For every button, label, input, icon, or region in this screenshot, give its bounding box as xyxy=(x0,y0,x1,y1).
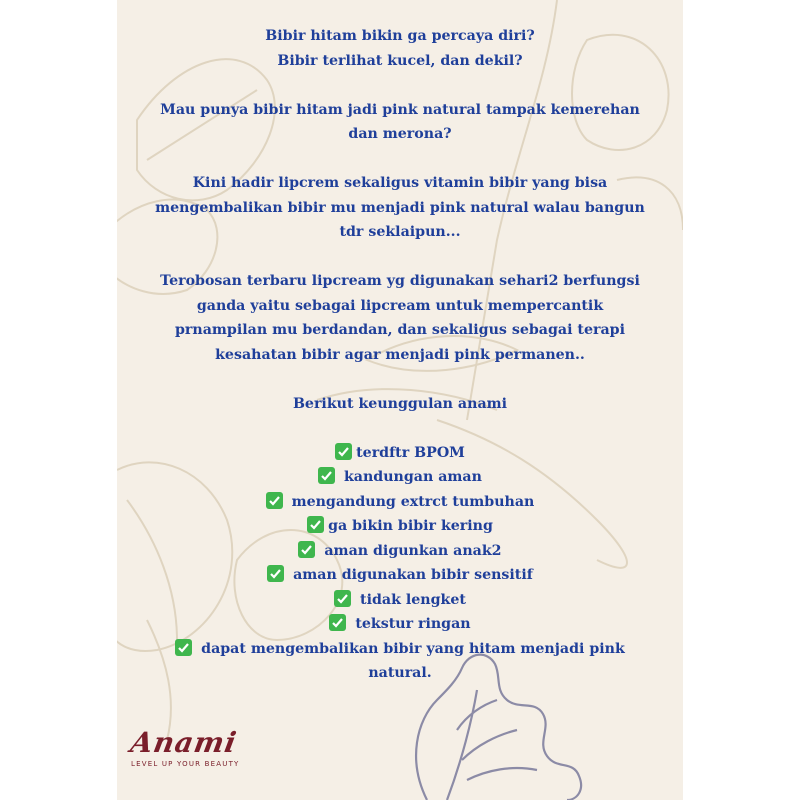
benefit-item xyxy=(117,563,683,588)
check-mark-icon xyxy=(335,443,352,460)
product-paragraph xyxy=(117,171,683,245)
benefit-item xyxy=(117,465,683,490)
benefit-text: terdftr BPOM xyxy=(356,444,465,461)
benefit-item xyxy=(117,490,683,515)
text-content xyxy=(117,24,683,686)
poster xyxy=(117,0,683,800)
check-mark-icon xyxy=(307,516,324,533)
check-mark-icon xyxy=(267,565,284,582)
innovation-line-3: prnampilan mu berdandan, dan sekaligus sebagai terapi xyxy=(175,322,625,338)
intro-line-2: Bibir terlihat kucel, dan dekil? xyxy=(277,52,523,69)
innovation-line-4: kesahatan bibir agar menjadi pink permanen.. xyxy=(215,346,585,363)
benefit-text: tidak lengket xyxy=(355,591,466,608)
question-paragraph xyxy=(117,98,683,147)
brand-name: Anami xyxy=(128,726,240,759)
check-mark-icon xyxy=(175,639,192,656)
benefit-text: aman digunkan anak2 xyxy=(319,542,502,559)
benefits-heading: Berikut keunggulan anami xyxy=(292,395,508,412)
brand-tagline: LEVEL UP YOUR BEAUTY xyxy=(131,760,240,768)
innovation-line-1: Terobosan terbaru lipcream yg digunakan sehari2 berfungsi xyxy=(160,273,640,289)
check-mark-icon xyxy=(318,467,335,484)
benefit-item xyxy=(117,612,683,637)
benefits-list xyxy=(117,441,683,686)
check-mark-icon xyxy=(298,541,315,558)
innovation-line-2: ganda yaitu sebagai lipcream untuk mempercantik xyxy=(196,297,604,314)
benefit-item xyxy=(117,441,683,466)
benefit-text-continued: natural. xyxy=(368,665,432,681)
brand-logo xyxy=(128,726,291,778)
question-line-1: Mau punya bibir hitam jadi pink natural tampak kemerehan xyxy=(160,101,640,118)
question-line-2: dan merona? xyxy=(348,126,452,142)
benefit-text: kandungan aman xyxy=(339,469,482,485)
benefit-item xyxy=(117,588,683,613)
product-line-2: mengembalikan bibir mu menjadi pink natural walau bangun xyxy=(155,199,645,216)
innovation-paragraph xyxy=(117,269,683,367)
intro-line-1: Bibir hitam bikin ga percaya diri? xyxy=(265,28,535,44)
check-mark-icon xyxy=(334,590,351,607)
product-line-3: tdr seklaipun... xyxy=(339,224,461,240)
check-mark-icon xyxy=(266,492,283,509)
intro-paragraph xyxy=(117,24,683,73)
benefit-item xyxy=(117,514,683,539)
benefit-text: aman digunakan bibir sensitif xyxy=(288,567,533,583)
benefit-item xyxy=(117,539,683,564)
benefit-text: tekstur ringan xyxy=(350,616,471,632)
benefit-text: dapat mengembalikan bibir yang hitam menjadi pink xyxy=(196,640,625,657)
benefit-item-continued xyxy=(117,661,683,686)
benefits-heading-paragraph xyxy=(117,392,683,417)
benefit-text: ga bikin bibir kering xyxy=(328,518,493,534)
benefit-text: mengandung extrct tumbuhan xyxy=(286,493,535,510)
product-line-1: Kini hadir lipcrem sekaligus vitamin bibir yang bisa xyxy=(192,175,608,191)
benefit-item xyxy=(117,637,683,662)
check-mark-icon xyxy=(329,614,346,631)
